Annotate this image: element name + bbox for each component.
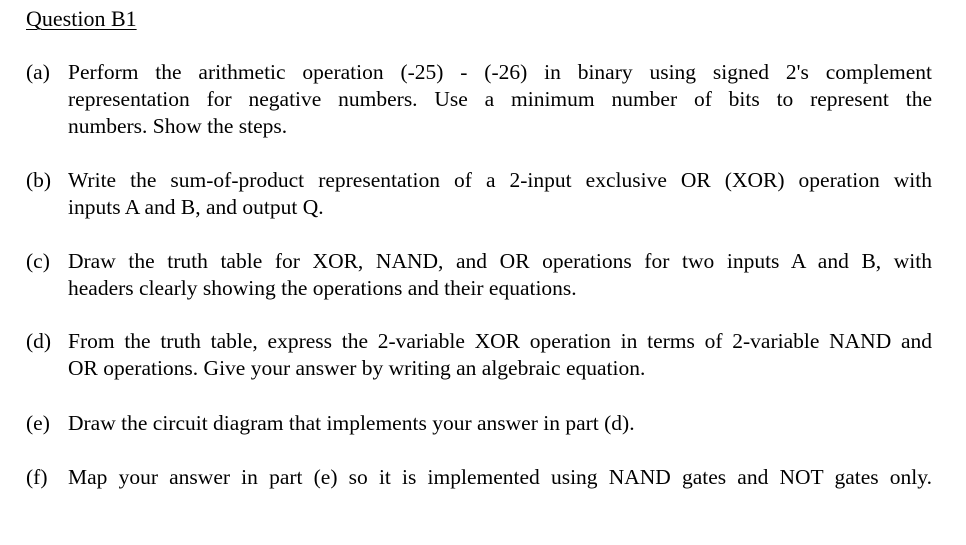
- part-text-line: Draw the truth table for XOR, NAND, and OR operations for two inputs A and B, with: [68, 249, 932, 273]
- question-part-d: [26, 328, 932, 382]
- part-label: (c): [26, 249, 50, 273]
- question-part-c: [26, 248, 932, 302]
- part-text-line: inputs A and B, and output Q.: [68, 195, 324, 219]
- part-text-line: Draw the circuit diagram that implements your answer in part (d).: [68, 411, 635, 435]
- part-text: [68, 328, 932, 382]
- part-text: [68, 167, 932, 221]
- part-label: (a): [26, 60, 50, 84]
- part-text: [68, 248, 932, 302]
- part-label: (e): [26, 411, 50, 435]
- part-text: [68, 464, 932, 491]
- question-part-a: [26, 59, 932, 140]
- part-text-line: Write the sum-of-product representation of a 2-input exclusive OR (XOR) operation with: [68, 168, 932, 192]
- question-part-b: [26, 167, 932, 221]
- part-text: [68, 59, 932, 140]
- part-text-line: headers clearly showing the operations and their equations.: [68, 276, 577, 300]
- part-text-line: OR operations. Give your answer by writing an algebraic equation.: [68, 356, 646, 380]
- part-label: (b): [26, 168, 52, 192]
- part-label: (d): [26, 329, 52, 353]
- part-text-line: Map your answer in part (e) so it is implemented using NAND gates and NOT gates only.: [68, 465, 932, 489]
- part-label: (f): [26, 465, 48, 489]
- question-part-e: [26, 410, 932, 437]
- part-text-line: Perform the arithmetic operation (-25) - (-26) in binary using signed 2's complement: [68, 60, 932, 84]
- part-text-line: numbers. Show the steps.: [68, 114, 288, 138]
- part-text: [68, 410, 932, 437]
- part-text-line: From the truth table, express the 2-variable XOR operation in terms of 2-variable NAND and: [68, 329, 932, 353]
- part-text-line: representation for negative numbers. Use a minimum number of bits to represent the: [68, 87, 932, 111]
- question-title: Question B1: [26, 6, 137, 31]
- question-part-f: [26, 464, 932, 491]
